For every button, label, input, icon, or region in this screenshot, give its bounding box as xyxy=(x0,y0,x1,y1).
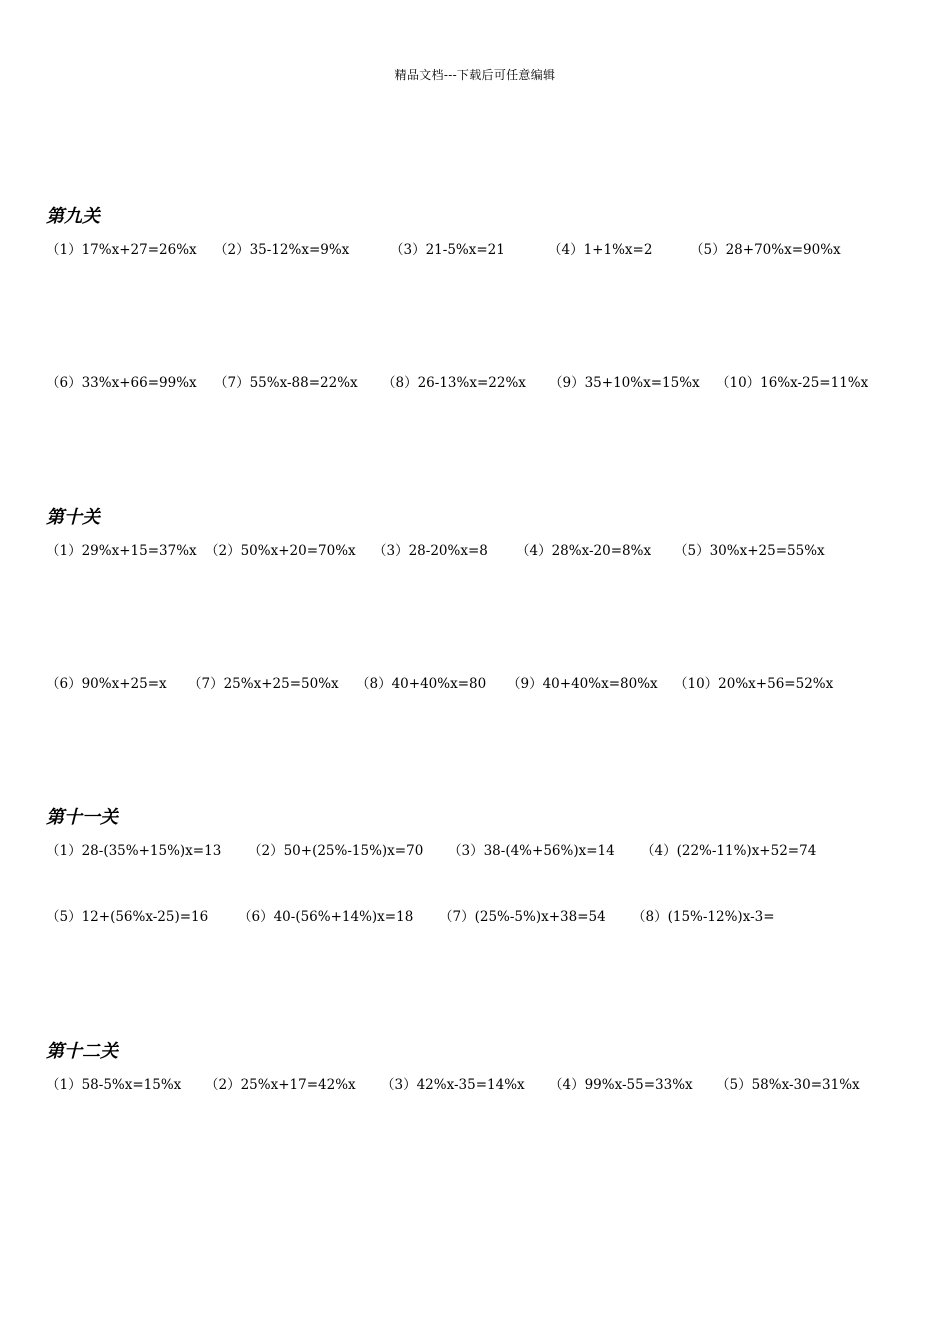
equation-item: （7）(25%-5%)x+38=54 xyxy=(439,909,606,925)
equation-item: （10）20%x+56=52%x xyxy=(674,676,834,692)
level-10-title: 第十关 xyxy=(46,507,100,528)
level-12-row-1 xyxy=(0,1073,950,1093)
equation-item: （7）55%x-88=22%x xyxy=(214,375,358,391)
equation-item: （5）28+70%x=90%x xyxy=(690,242,841,258)
equation-item: （4）99%x-55=33%x xyxy=(549,1077,693,1093)
level-9-title: 第九关 xyxy=(46,206,100,227)
equation-item: （5）12+(56%x-25)=16 xyxy=(46,909,209,925)
equation-item: （6）40-(56%+14%)x=18 xyxy=(238,909,414,925)
equation-item: （1）29%x+15=37%x xyxy=(46,543,197,559)
equation-item: （1）28-(35%+15%)x=13 xyxy=(46,843,222,859)
page-header: 精品文档---下载后可任意编辑 xyxy=(394,68,556,82)
level-11-row-1 xyxy=(0,839,950,859)
equation-item: （3）28-20%x=8 xyxy=(373,543,488,559)
equation-item: （6）33%x+66=99%x xyxy=(46,375,197,391)
equation-item: （8）(15%-12%)x-3= xyxy=(632,909,775,925)
level-10-row-1 xyxy=(0,539,950,559)
equation-item: （2）35-12%x=9%x xyxy=(214,242,350,258)
equation-item: （10）16%x-25=11%x xyxy=(716,375,869,391)
equation-item: （4）1+1%x=2 xyxy=(548,242,653,258)
equation-item: （9）35+10%x=15%x xyxy=(549,375,700,391)
equation-item: （1）17%x+27=26%x xyxy=(46,242,197,258)
equation-item: （6）90%x+25=x xyxy=(46,676,167,692)
equation-item: （3）38-(4%+56%)x=14 xyxy=(448,843,615,859)
equation-item: （8）40+40%x=80 xyxy=(356,676,487,692)
equation-item: （2）50%x+20=70%x xyxy=(205,543,356,559)
equation-item: （3）21-5%x=21 xyxy=(390,242,505,258)
equation-item: （2）50+(25%-15%)x=70 xyxy=(248,843,424,859)
level-11-title: 第十一关 xyxy=(46,807,118,828)
equation-item: （7）25%x+25=50%x xyxy=(188,676,339,692)
level-9-row-2 xyxy=(0,371,950,391)
level-10-row-2 xyxy=(0,672,950,692)
equation-item: （5）58%x-30=31%x xyxy=(716,1077,860,1093)
equation-item: （3）42%x-35=14%x xyxy=(381,1077,525,1093)
equation-item: （4）(22%-11%)x+52=74 xyxy=(641,843,817,859)
level-12-title: 第十二关 xyxy=(46,1041,118,1062)
equation-item: （1）58-5%x=15%x xyxy=(46,1077,182,1093)
level-9-row-1 xyxy=(0,238,950,258)
equation-item: （9）40+40%x=80%x xyxy=(507,676,658,692)
equation-item: （8）26-13%x=22%x xyxy=(382,375,526,391)
level-11-row-2 xyxy=(0,905,950,925)
equation-item: （4）28%x-20=8%x xyxy=(516,543,652,559)
equation-item: （5）30%x+25=55%x xyxy=(674,543,825,559)
equation-item: （2）25%x+17=42%x xyxy=(205,1077,356,1093)
